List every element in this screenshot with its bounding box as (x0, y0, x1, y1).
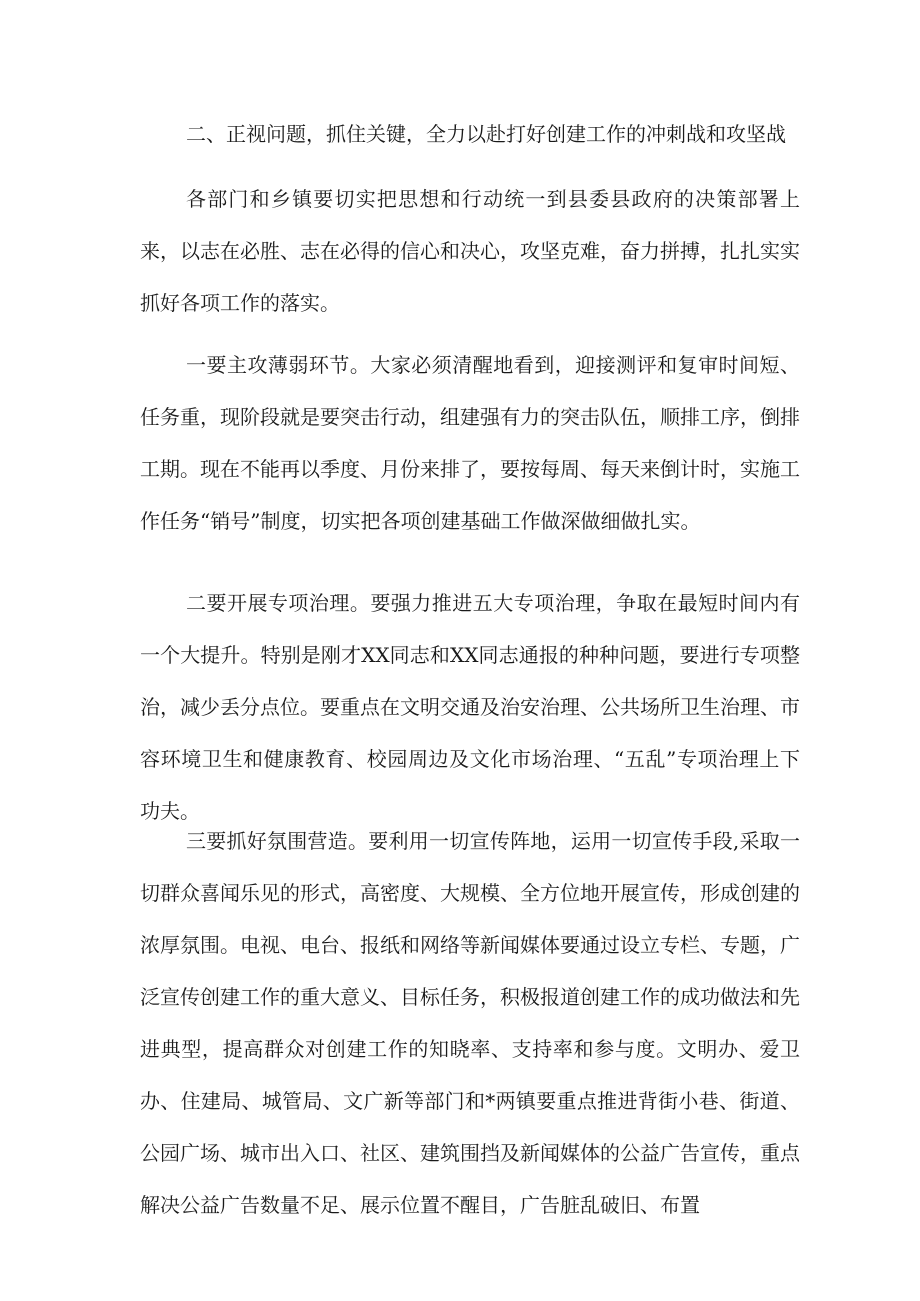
section-heading: 二、正视问题，抓住关键，全力以赴打好创建工作的冲刺战和攻坚战 (186, 122, 786, 146)
paragraph-intro: 各部门和乡镇要切实把思想和行动统一到县委县政府的决策部署上来，以志在必胜、志在必得的信心和决心，攻坚克难，奋力拼搏，扎扎实实抓好各项工作的落实。 (140, 187, 800, 315)
paragraph-weak-links: 一要主攻薄弱环节。大家必须清醒地看到，迎接测评和复审时间短、任务重，现阶段就是要突击行动，组建强有力的突击队伍，顺排工序，倒排工期。现在不能再以季度、月份来排了，要按每周、每天来倒计时，实施工作任务“销号”制度，切实把各项创建基础工作做深做细做扎实。 (140, 353, 800, 533)
paragraph-atmosphere: 三要抓好氛围营造。要利用一切宣传阵地，运用一切宣传手段,采取一切群众喜闻乐见的形式，高密度、大规模、全方位地开展宣传，形成创建的浓厚氛围。电视、电台、报纸和网络等新闻媒体要通过设立专栏、专题，广泛宣传创建工作的重大意义、目标任务，积极报道创建工作的成功做法和先进典型，提高群众对创建工作的知晓率、支持率和参与度。文明办、爱卫办、住建局、城管局、文广新等部门和*两镇要重点推进背街小巷、街道、公园广场、城市出入口、社区、建筑围挡及新闻媒体的公益广告宣传，重点解决公益广告数量不足、展示位置不醒目，广告脏乱破旧、布置 (140, 829, 800, 1217)
paragraph-special-governance: 二要开展专项治理。要强力推进五大专项治理，争取在最短时间内有一个大提升。特别是刚才XX同志和XX同志通报的种种问题，要进行专项整治，减少丢分点位。要重点在文明交通及治安治理、公共场所卫生治理、市容环境卫生和健康教育、校园周边及文化市场治理、“五乱”专项治理上下功夫。 (140, 591, 800, 823)
